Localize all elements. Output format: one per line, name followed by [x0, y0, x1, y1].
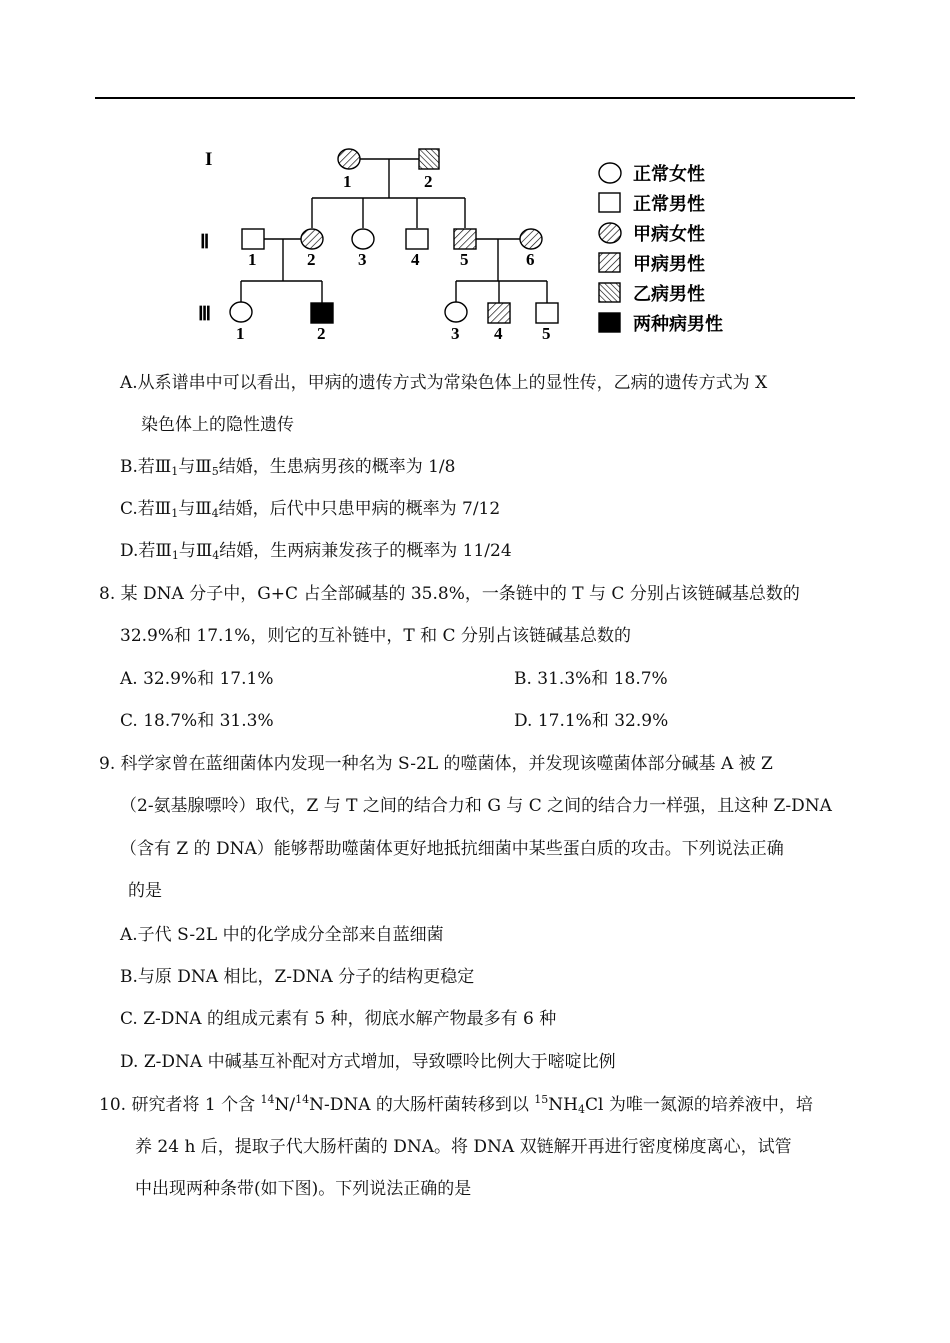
q9-stem-line3: （含有 Z 的 DNA）能够帮助噬菌体更好地抵抗细菌中某些蛋白质的攻击。下列说法正确	[120, 839, 784, 859]
individual-number: 1	[248, 250, 257, 269]
q8-option-b: B. 31.3%和 18.7%	[514, 669, 668, 689]
q7-option-b: B.若$Ⅲ_1$与$Ⅲ_5$结婚，生患病男孩的概率为 1/8	[120, 457, 456, 478]
pedigree-II1-normal-male	[242, 229, 264, 249]
pedigree-legend	[599, 163, 723, 335]
q8-option-c: C. 18.7%和 31.3%	[120, 711, 274, 731]
legend-label: 甲病男性	[633, 254, 705, 275]
pedigree-II4-normal-male	[406, 229, 428, 249]
q8-stem-line2: 32.9%和 17.1%，则它的互补链中，T 和 C 分别占该链碱基总数的	[120, 626, 631, 646]
pedigree-III2-both-diseases-male	[311, 303, 333, 323]
pedigree-I1-affected-female	[338, 149, 360, 169]
legend-label: 正常男性	[633, 194, 705, 215]
pedigree-II3-normal-female	[352, 229, 374, 249]
q7-option-d: D.若$Ⅲ_1$与$Ⅲ_4$结婚，生两病兼发孩子的概率为 11/24	[120, 541, 512, 562]
q8-option-a: A. 32.9%和 17.1%	[120, 669, 274, 689]
q7-option-a-line2: 染色体上的隐性遗传	[141, 415, 294, 435]
individual-number: 2	[317, 324, 326, 343]
legend-label: 乙病男性	[633, 284, 705, 305]
pedigree-III1-normal-female	[230, 302, 252, 322]
legend-label: 正常女性	[633, 164, 705, 185]
individual-number: 2	[424, 172, 433, 191]
legend-normal-female-symbol	[599, 163, 621, 183]
legend-normal-male-symbol	[599, 193, 620, 212]
pedigree-III5-normal-male	[536, 303, 558, 323]
q8-stem-line1: 8. 某 DNA 分子中，G+C 占全部碱基的 35.8%，一条链中的 T 与 C 分别占该链碱基总数的	[99, 584, 800, 604]
q7-option-c: C.若$Ⅲ_1$与$Ⅲ_4$结婚，后代中只患甲病的概率为 7/12	[120, 499, 501, 520]
individual-number: 1	[236, 324, 245, 343]
q10-stem-line1: 10. 研究者将 1 个含 $^{14}$N/$^{14}$N-DNA 的大肠杆菌转移到以 $^{15}NH_4Cl$ 为唯一氮源的培养液中，培	[99, 1093, 813, 1116]
individual-number: 6	[526, 250, 535, 269]
individual-number: 3	[358, 250, 367, 269]
individual-number: 4	[494, 324, 503, 343]
individual-number: 5	[542, 324, 551, 343]
q10-stem-line3: 中出现两种条带(如下图)。下列说法正确的是	[135, 1179, 472, 1199]
q10-stem-line2: 养 24 h 后，提取子代大肠杆菌的 DNA。将 DNA 双链解开再进行密度梯度离心，试管	[135, 1137, 792, 1157]
q9-stem-line2: （2-氨基腺嘌呤）取代，Z 与 T 之间的结合力和 G 与 C 之间的结合力一样强，且这种 Z-DNA	[120, 796, 832, 816]
q9-option-b: B.与原 DNA 相比，Z-DNA 分子的结构更稳定	[120, 967, 475, 987]
pedigree-III3-normal-female	[445, 302, 467, 322]
pedigree-II5-affected-male	[454, 229, 476, 249]
pedigree-figure	[190, 135, 770, 350]
individual-number: 5	[460, 250, 469, 269]
q8-option-d: D. 17.1%和 32.9%	[514, 711, 669, 731]
legend-label: 两种病男性	[633, 314, 723, 335]
individual-number: 4	[411, 250, 420, 269]
generation-label: Ⅱ	[200, 232, 210, 253]
q9-option-d: D. Z-DNA 中碱基互补配对方式增加，导致嘌呤比例大于嘧啶比例	[120, 1052, 616, 1072]
legend-both-diseases-male-symbol	[599, 313, 620, 332]
pedigree-lines	[241, 159, 547, 303]
individual-number: 2	[307, 250, 316, 269]
legend-diseaseB-male-symbol	[599, 283, 620, 302]
individual-number: 1	[343, 172, 352, 191]
legend-label: 甲病女性	[633, 224, 705, 245]
q7-option-a-line1: A.从系谱串中可以看出，甲病的遗传方式为常染色体上的显性传，乙病的遗传方式为 X	[120, 373, 768, 393]
q9-stem-line1: 9. 科学家曾在蓝细菌体内发现一种名为 S-2L 的噬菌体，并发现该噬菌体部分碱基 A 被 Z	[99, 754, 773, 774]
pedigree-III4-affected-male	[488, 303, 510, 323]
pedigree-I2-diseaseB-male	[419, 149, 439, 169]
legend-affected-female-symbol	[599, 223, 621, 243]
pedigree-II2-affected-female	[301, 229, 323, 249]
legend-affected-male-symbol	[599, 253, 620, 272]
generation-label: I	[205, 149, 213, 170]
q9-stem-line4: 的是	[128, 881, 162, 901]
q9-option-c: C. Z-DNA 的组成元素有 5 种，彻底水解产物最多有 6 种	[120, 1009, 557, 1029]
individual-number: 3	[451, 324, 460, 343]
header-rule	[95, 97, 855, 99]
q9-option-a: A.子代 S-2L 中的化学成分全部来自蓝细菌	[120, 925, 444, 945]
pedigree-II6-affected-female	[520, 229, 542, 249]
generation-label: Ⅲ	[198, 304, 212, 325]
